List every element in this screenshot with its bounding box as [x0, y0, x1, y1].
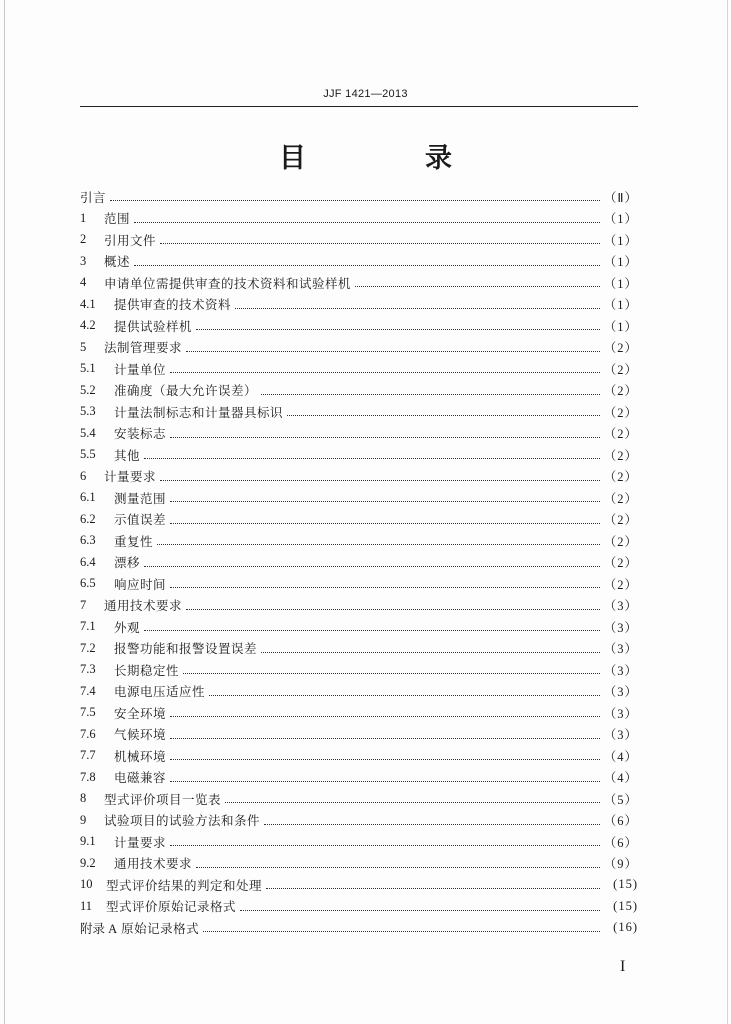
toc-entry-number: 1 [80, 210, 87, 225]
toc-entry-label: 准确度（最大允许误差） [114, 383, 258, 399]
toc-leader-dots [134, 208, 600, 223]
toc-entry-number: 2 [80, 232, 87, 247]
toc-entry-number: 5 [80, 339, 87, 354]
toc-leader-dots [160, 229, 600, 244]
standard-code: JJF 1421—2013 [323, 88, 408, 100]
toc-entry [80, 874, 638, 896]
toc-entry [80, 208, 638, 230]
toc-leader-dots [186, 595, 600, 610]
toc-entry-page: （2） [603, 470, 638, 485]
toc-entry-page: （4） [603, 771, 638, 786]
toc-entry [80, 896, 638, 918]
toc-entry-number: 6.5 [80, 576, 96, 591]
toc-entry-label: 电磁兼容 [114, 770, 167, 786]
toc-leader-dots [235, 294, 600, 309]
toc-leader-dots [196, 315, 600, 330]
toc-entry-number: 7.7 [80, 748, 96, 763]
toc-entry-page: （9） [603, 857, 638, 872]
toc-leader-dots [110, 186, 600, 201]
toc-leader-dots [287, 401, 600, 416]
table-of-contents [80, 186, 638, 939]
toc-entry-label: 法制管理要求 [104, 340, 183, 356]
toc-entry-label: 气候环境 [114, 727, 167, 743]
toc-entry [80, 251, 638, 273]
toc-entry [80, 573, 638, 595]
toc-entry [80, 552, 638, 574]
toc-entry-page: （2） [603, 534, 638, 549]
toc-leader-dots [170, 573, 600, 588]
toc-entry-number: 5.1 [80, 361, 96, 376]
toc-entry-label: 引用文件 [104, 232, 157, 248]
toc-entry-label: 原始记录格式 [121, 920, 200, 936]
toc-entry-label: 计量单位 [114, 361, 167, 377]
toc-entry [80, 595, 638, 617]
toc-entry-number: 6.4 [80, 554, 96, 569]
toc-leader-dots [170, 767, 600, 782]
toc-leader-dots [203, 917, 600, 932]
toc-entry-page: （3） [603, 706, 638, 721]
toc-entry [80, 358, 638, 380]
toc-leader-dots [157, 530, 600, 545]
toc-entry-number: 9.2 [80, 855, 96, 870]
toc-entry-number: 4.2 [80, 318, 96, 333]
toc-entry [80, 638, 638, 660]
toc-entry-number: 5.3 [80, 404, 96, 419]
toc-entry-page: (15) [613, 877, 638, 892]
toc-entry-number: 11 [80, 898, 93, 913]
toc-entry-label: 测量范围 [114, 490, 167, 506]
toc-entry-number: 6 [80, 468, 87, 483]
toc-leader-dots [183, 659, 600, 674]
toc-entry-page: (16) [613, 920, 638, 935]
toc-entry-number: 10 [80, 877, 93, 892]
toc-leader-dots [209, 681, 600, 696]
toc-entry-label: 重复性 [114, 533, 154, 549]
toc-leader-dots [170, 724, 600, 739]
toc-leader-dots [240, 896, 600, 911]
toc-leader-dots [170, 423, 600, 438]
toc-entry [80, 659, 638, 681]
toc-entry-page: （2） [603, 341, 638, 356]
toc-entry-page: （1） [603, 298, 638, 313]
toc-entry-page: （1） [603, 255, 638, 270]
toc-entry-number: 5.5 [80, 447, 96, 462]
toc-leader-dots [144, 616, 600, 631]
toc-entry-label: 安全环境 [114, 705, 167, 721]
toc-entry [80, 466, 638, 488]
toc-leader-dots [186, 337, 600, 352]
toc-entry-number: 6.1 [80, 490, 96, 505]
toc-leader-dots [266, 874, 600, 889]
toc-entry-number: 7.2 [80, 640, 96, 655]
toc-entry-label: 报警功能和报警设置误差 [114, 641, 258, 657]
toc-leader-dots [261, 380, 600, 395]
toc-entry-page: （3） [603, 642, 638, 657]
toc-leader-dots [261, 638, 600, 653]
toc-entry-number: 7.4 [80, 683, 96, 698]
toc-entry-label: 型式评价项目一览表 [104, 791, 222, 807]
toc-entry [80, 745, 638, 767]
toc-entry [80, 337, 638, 359]
toc-entry [80, 444, 638, 466]
page-title: 目 录 [279, 143, 498, 174]
toc-entry-label: 试验项目的试验方法和条件 [104, 813, 261, 829]
toc-entry-page: （4） [603, 749, 638, 764]
toc-entry-number: 7.6 [80, 726, 96, 741]
toc-entry-number: 7.1 [80, 619, 96, 634]
toc-entry [80, 767, 638, 789]
toc-entry-page: （6） [603, 814, 638, 829]
toc-entry [80, 294, 638, 316]
toc-entry-label: 计量要求 [104, 469, 157, 485]
toc-leader-dots [170, 509, 600, 524]
toc-entry [80, 380, 638, 402]
toc-entry-number: 5.2 [80, 382, 96, 397]
toc-entry-page: （2） [603, 513, 638, 528]
toc-entry [80, 917, 638, 939]
toc-entry-number: 附录 A [80, 921, 118, 936]
toc-entry-number: 6.3 [80, 533, 96, 548]
toc-entry [80, 229, 638, 251]
toc-entry-page: （2） [603, 491, 638, 506]
toc-entry-page: （6） [603, 835, 638, 850]
toc-entry-label: 型式评价结果的判定和处理 [106, 877, 263, 893]
toc-leader-dots [355, 272, 600, 287]
toc-leader-dots [170, 831, 600, 846]
toc-entry [80, 315, 638, 337]
toc-leader-dots [170, 745, 600, 760]
toc-entry-number: 7.5 [80, 705, 96, 720]
toc-leader-dots [170, 358, 600, 373]
toc-entry-label: 机械环境 [114, 748, 167, 764]
toc-entry-page: （5） [603, 792, 638, 807]
toc-entry [80, 853, 638, 875]
header-rule [80, 106, 638, 107]
toc-entry-page: （3） [603, 620, 638, 635]
toc-entry-page: （2） [603, 556, 638, 571]
toc-entry-page: （2） [603, 405, 638, 420]
toc-entry [80, 186, 638, 208]
toc-entry [80, 702, 638, 724]
toc-entry-page: （Ⅱ） [603, 190, 638, 205]
toc-entry-label: 范围 [104, 211, 131, 227]
toc-entry-label: 漂移 [114, 555, 141, 571]
toc-entry [80, 810, 638, 832]
toc-entry-number: 4 [80, 275, 87, 290]
toc-entry-page: （3） [603, 663, 638, 678]
toc-entry-label: 通用技术要求 [114, 856, 193, 872]
toc-leader-dots [144, 444, 600, 459]
toc-entry-page: （2） [603, 448, 638, 463]
toc-entry-label: 电源电压适应性 [114, 684, 206, 700]
toc-entry-page: (15) [613, 898, 638, 913]
toc-entry-number: 6.2 [80, 511, 96, 526]
toc-leader-dots [264, 810, 600, 825]
toc-entry-label: 申请单位需提供审查的技术资料和试验样机 [104, 275, 352, 291]
toc-entry [80, 401, 638, 423]
toc-leader-dots [144, 552, 600, 567]
toc-entry [80, 530, 638, 552]
toc-entry-number: 9.1 [80, 834, 96, 849]
toc-entry-label: 通用技术要求 [104, 598, 183, 614]
toc-entry-label: 引言 [80, 189, 107, 205]
toc-entry [80, 788, 638, 810]
toc-entry-page: （2） [603, 427, 638, 442]
toc-entry-label: 其他 [114, 447, 141, 463]
toc-entry-label: 概述 [104, 254, 131, 270]
toc-entry-number: 7.3 [80, 662, 96, 677]
toc-entry-number: 4.1 [80, 296, 96, 311]
toc-leader-dots [170, 702, 600, 717]
toc-entry-number: 5.4 [80, 425, 96, 440]
toc-entry-page: （3） [603, 728, 638, 743]
toc-entry [80, 724, 638, 746]
toc-entry [80, 681, 638, 703]
toc-entry-label: 提供试验样机 [114, 318, 193, 334]
toc-entry-page: （1） [603, 212, 638, 227]
toc-entry-label: 长期稳定性 [114, 662, 180, 678]
toc-leader-dots [225, 788, 600, 803]
toc-entry [80, 487, 638, 509]
toc-entry-number: 7.8 [80, 769, 96, 784]
toc-entry-label: 计量要求 [114, 834, 167, 850]
toc-entry-page: （3） [603, 599, 638, 614]
toc-leader-dots [196, 853, 600, 868]
toc-entry-label: 型式评价原始记录格式 [106, 899, 237, 915]
toc-entry-label: 外观 [114, 619, 141, 635]
toc-entry-number: 7 [80, 597, 87, 612]
toc-entry [80, 831, 638, 853]
toc-leader-dots [160, 466, 600, 481]
toc-entry-label: 安装标志 [114, 426, 167, 442]
toc-entry-page: （3） [603, 685, 638, 700]
toc-entry-page: （1） [603, 319, 638, 334]
toc-entry-number: 9 [80, 812, 87, 827]
toc-entry-page: （1） [603, 276, 638, 291]
toc-entry-number: 3 [80, 253, 87, 268]
toc-entry-number: 8 [80, 791, 87, 806]
toc-entry [80, 272, 638, 294]
toc-entry-label: 示值误差 [114, 512, 167, 528]
toc-entry-label: 提供审查的技术资料 [114, 297, 232, 313]
toc-entry-page: （2） [603, 362, 638, 377]
toc-entry-page: （2） [603, 384, 638, 399]
page-number: I [620, 958, 626, 975]
toc-leader-dots [134, 251, 600, 266]
toc-entry-page: （2） [603, 577, 638, 592]
toc-entry [80, 509, 638, 531]
toc-entry-page: （1） [603, 233, 638, 248]
toc-leader-dots [170, 487, 600, 502]
toc-entry [80, 423, 638, 445]
toc-entry-label: 计量法制标志和计量器具标识 [114, 404, 284, 420]
toc-entry [80, 616, 638, 638]
toc-entry-label: 响应时间 [114, 576, 167, 592]
